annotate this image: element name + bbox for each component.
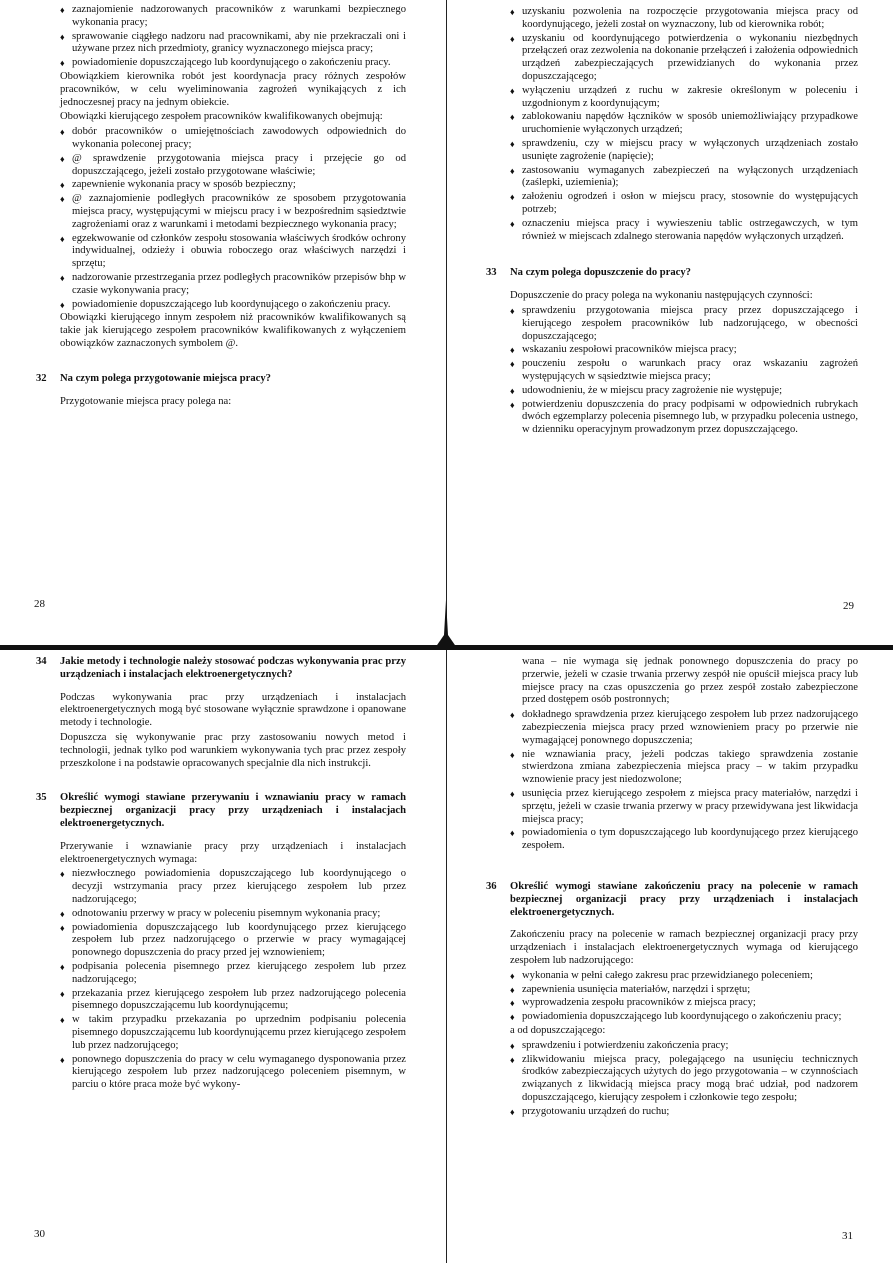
list-item: ♦ sprawdzeniu przygotowania miejsca pracy przez dopuszczającego i kierującego zespołem pracowników lub nadzorującego, w obecności dopuszczającego; <box>510 305 858 343</box>
paragraph: Dopuszczenie do pracy polega na wykonaniu następujących czynności: <box>510 290 813 302</box>
question-heading <box>486 267 858 280</box>
list-item: ♦ przekazania przez kierującego zespołem lub przez nadzorującego polecenia pisemnego dopuszczającemu lub koordynującemu; <box>60 988 406 1014</box>
question-number: 32 <box>36 372 47 384</box>
paragraph: wana – nie wymaga się jednak ponownego dopuszczenia do pracy po przerwie, jeżeli w czasie trwania przerwy zespół nie opuścił miejsca pracy lub miejsce pracy na czas opuszczenia go przez zespół zostało zabezpieczone przed dostępem osób postronnych; <box>522 656 858 706</box>
list-item: ♦ ponownego dopuszczenia do pracy w celu wymaganego dysponowania przez kierującego zespołem lub przez nadzorującego poleceniem pisemnym, w parciu o które praca może być wykony- <box>60 1054 406 1092</box>
list-item: ♦ zaznajomienie nadzorowanych pracowników z warunkami bezpiecznego wykonania pracy; <box>60 4 406 30</box>
question-heading <box>36 373 406 386</box>
list-item: ♦ odnotowaniu przerwy w pracy w poleceniu pisemnym wykonania pracy; <box>60 908 406 921</box>
paragraph: Obowiązkiem kierownika robót jest koordynacja pracy różnych zespołów pracowników, w celu wyeliminowania zagrożeń wynikających z ich jednoczesnej pracy na jednym obiekcie. <box>60 70 406 108</box>
list-item: ♦ powiadomienie dopuszczającego lub koordynującego o zakończeniu pracy. <box>60 299 406 312</box>
bullet-list <box>510 6 858 243</box>
question-heading <box>36 656 406 682</box>
question-text: Jakie metody i technologie należy stosować podczas wykonywania prac przy urządzeniach i instalacjach elektroenergetycznych? <box>60 656 406 680</box>
list-item: ♦ powiadomienia dopuszczającego lub koordynującego przez kierującego zespołem lub przez nadzorującego o przerwie w pracy wymagającej ponownego dopuszczenia do pracy przed jej wznowieniem; <box>60 922 406 960</box>
page-30 <box>0 650 446 1263</box>
list-item: ♦ udowodnieniu, że w miejscu pracy zagrożenie nie występuje; <box>510 385 858 398</box>
paragraph: Przygotowanie miejsca pracy polega na: <box>60 395 232 407</box>
bullet-list <box>510 709 858 853</box>
page-28 <box>0 0 446 640</box>
list-item: ♦ uzyskaniu pozwolenia na rozpoczęcie przygotowania miejsca pracy od koordynującego, jeżeli został on wyznaczony, lub od kierownika robót; <box>510 6 858 32</box>
paragraph: Obowiązki kierującego innym zespołem niż pracowników kwalifikowanych są takie jak kierującego zespołem pracowników kwalifikowanych z wyłączeniem obowiązków zaznaczonych symbolem @. <box>60 312 406 349</box>
list-item: ♦ wykonania w pełni całego zakresu prac przewidzianego poleceniem; <box>510 970 858 983</box>
list-item: ♦ nadzorowanie przestrzegania przez podległych pracowników przepisów bhp w czasie wykonywania pracy; <box>60 272 406 298</box>
page-29-column <box>486 6 858 438</box>
list-item: ♦ powiadomienie dopuszczającego lub koordynującego o zakończeniu pracy. <box>60 57 406 70</box>
list-item: ♦ sprawdzeniu, czy w miejscu pracy w wyłączonych urządzeniach zostało usunięte zagrożenie (napięcie); <box>510 138 858 164</box>
list-item: ♦ w takim przypadku przekazania po uprzednim podpisaniu polecenia pisemnego dopuszczającemu lub koordynującemu przez kierującego zespołem lub przez nadzorującego; <box>60 1014 406 1052</box>
paragraph: Zakończeniu pracy na polecenie w ramach bezpiecznej organizacji pracy przy urządzeniach i instalacjach elektroenergetycznych wymaga od kierującego zespołem lub nadzorującego: <box>510 929 858 966</box>
list-item: ♦ wskazaniu zespołowi pracowników miejsca pracy; <box>510 344 858 357</box>
list-item: ♦ zlikwidowaniu miejsca pracy, polegającego na usunięciu technicznych środków zabezpieczających użytych do jego przygotowania – w czynnościach związanych z likwidacją miejsca pracy mogą brać udział, pod nadzorem dopuszczającego, kierujący zespołem i członkowie tego zespołu; <box>510 1054 858 1105</box>
list-item: ♦ @ sprawdzenie przygotowania miejsca pracy i przejęcie go od dopuszczającego, jeżeli zostało przygotowane właściwie; <box>60 153 406 179</box>
page-number: 30 <box>34 1228 45 1240</box>
list-item: ♦ niezwłocznego powiadomienia dopuszczającego lub koordynującego o decyzji wstrzymania pracy przez kierującego zespołem lub przez nadzorującego; <box>60 868 406 906</box>
list-item: ♦ zapewnienia usunięcia materiałów, narzędzi i sprzętu; <box>510 984 858 997</box>
question-number: 33 <box>486 267 497 279</box>
list-item: ♦ egzekwowanie od członków zespołu stosowania właściwych środków ochrony indywidualnej, odzieży i obuwia roboczego oraz właściwych narzędzi i sprzętu; <box>60 233 406 271</box>
question-number: 35 <box>36 792 47 804</box>
list-item: ♦ uzyskaniu od koordynującego potwierdzenia o wykonaniu niezbędnych przełączeń oraz zezwolenia na dokonanie przełączeń i założenia odpowiednich urządzeń zabezpieczających przewidzianych do wykonania przez dopuszczającego; <box>510 33 858 84</box>
page-31-column <box>486 656 858 1120</box>
question-text: Na czym polega dopuszczenie do pracy? <box>510 267 691 279</box>
list-item: ♦ nie wznawiania pracy, jeżeli podczas takiego sprawdzenia zostanie stwierdzona zmiana zabezpieczenia miejsca pracy – w takim przypadku wznowienie pracy jest niedozwolone; <box>510 749 858 787</box>
list-item: ♦ dobór pracowników o umiejętnościach zawodowych odpowiednich do wykonania poleconej pracy; <box>60 126 406 152</box>
question-number: 34 <box>36 656 47 667</box>
paragraph: Obowiązki kierującego zespołem pracowników kwalifikowanych obejmują: <box>60 111 383 123</box>
paragraph: Podczas wykonywania prac przy urządzeniach i instalacjach elektroenergetycznych mogą być stosowane wyłącznie sprawdzone i opanowane metody i technologie. <box>60 691 406 729</box>
question-text: Na czym polega przygotowanie miejsca pracy? <box>60 372 271 384</box>
list-item: ♦ zastosowaniu wymaganych zabezpieczeń na wyłączonych urządzeniach (zaślepki, uziemienia); <box>510 165 858 191</box>
page-31 <box>447 650 893 1263</box>
list-item: ♦ zablokowaniu napędów łączników w sposób uniemożliwiający przypadkowe uruchomienie wyłączonych urządzeń; <box>510 111 858 137</box>
paragraph: a od dopuszczającego: <box>510 1024 606 1036</box>
page-number: 31 <box>842 1230 853 1242</box>
list-item: ♦ oznaczeniu miejsca pracy i wywieszeniu tablic ostrzegawczych, w tym również w miejscach zdalnego sterowania napędów wyłączonych urządzeń. <box>510 218 858 244</box>
list-item: ♦ powiadomienia dopuszczającego lub koordynującego o zakończeniu pracy; <box>510 1011 858 1024</box>
list-item: ♦ wyłączeniu urządzeń z ruchu w zakresie określonym w poleceniu i uzgodnionym z koordynującym; <box>510 85 858 111</box>
list-item: ♦ zapewnienie wykonania pracy w sposób bezpieczny; <box>60 179 406 192</box>
bullet-list <box>510 1040 858 1119</box>
bullet-list <box>60 868 406 1092</box>
question-text: Określić wymogi stawiane przerywaniu i wznawianiu pracy w ramach bezpiecznej organizacji pracy przy urządzeniach i instalacjach elektroenergetycznych. <box>60 792 406 829</box>
question-heading <box>486 881 858 919</box>
question-number: 36 <box>486 880 497 892</box>
bullet-list <box>510 970 858 1024</box>
list-item: ♦ usunięcia przez kierującego zespołem z miejsca pracy materiałów, narzędzi i sprzętu, jeżeli w czasie trwania przerwy w pracy przewidywana jest likwidacja miejsca pracy; <box>510 788 858 826</box>
page-29 <box>447 0 893 640</box>
list-item: ♦ @ zaznajomienie podległych pracowników ze sposobem przygotowania miejsca pracy, występującymi w miejscu pracy i w bezpośrednim sąsiedztwie zagrożeniami oraz z warunkami i metodami bezpiecznego wykonania pracy; <box>60 193 406 231</box>
list-item: ♦ przygotowaniu urządzeń do ruchu; <box>510 1106 858 1119</box>
list-item: ♦ sprawowanie ciągłego nadzoru nad pracownikami, aby nie przekraczali oni i używane przez nich przedmioty, granicy wyznaczonego miejsca pracy; <box>60 31 406 57</box>
list-item: ♦ dokładnego sprawdzenia przez kierującego zespołem lub przez nadzorującego zabezpieczenia miejsca pracy przed wznowieniem pracy po przerwie nie wymagającej ponownego dopuszczenia; <box>510 709 858 747</box>
list-item: ♦ potwierdzeniu dopuszczenia do pracy podpisami w odpowiednich rubrykach dwóch egzemplarzy polecenia pisemnego lub, w przypadku polecenia ustnego, w dzienniku operacyjnym prowadzonym przez dopuszczającego. <box>510 399 858 437</box>
page-30-column <box>36 656 406 1093</box>
bullet-list <box>60 126 406 311</box>
page-number: 29 <box>843 600 854 612</box>
page-28-column <box>36 4 406 410</box>
list-item: ♦ sprawdzeniu i potwierdzeniu zakończenia pracy; <box>510 1040 858 1053</box>
list-item: ♦ wyprowadzenia zespołu pracowników z miejsca pracy; <box>510 997 858 1010</box>
paragraph: Przerywanie i wznawianie pracy przy urządzeniach i instalacjach elektroenergetycznych wymaga: <box>60 840 406 865</box>
list-item: ♦ podpisania polecenia pisemnego przez kierującego zespołem lub przez nadzorującego; <box>60 961 406 987</box>
page-number: 28 <box>34 598 45 610</box>
question-text: Określić wymogi stawiane zakończeniu pracy na polecenie w ramach bezpiecznej organizacji pracy przy urządzeniach i instalacjach elektroenergetycznych. <box>510 880 858 918</box>
list-item: ♦ pouczeniu zespołu o warunkach pracy oraz wskazaniu zagrożeń występujących w sąsiedztwie miejsca pracy; <box>510 358 858 384</box>
list-item: ♦ założeniu ogrodzeń i osłon w miejscu pracy, stosownie do występujących potrzeb; <box>510 191 858 217</box>
list-item: ♦ powiadomienia o tym dopuszczającego lub koordynującego przez kierującego zespołem. <box>510 827 858 853</box>
question-heading <box>36 792 406 830</box>
bullet-list <box>510 305 858 437</box>
bullet-list <box>60 4 406 70</box>
paragraph: Dopuszcza się wykonywanie prac przy zastosowaniu nowych metod i technologii, jednak tylko pod warunkiem wykonywania tych prac przez zespoły przeszkolone i na podstawie opracowanych specjalnie dla nich instrukcji. <box>60 731 406 769</box>
